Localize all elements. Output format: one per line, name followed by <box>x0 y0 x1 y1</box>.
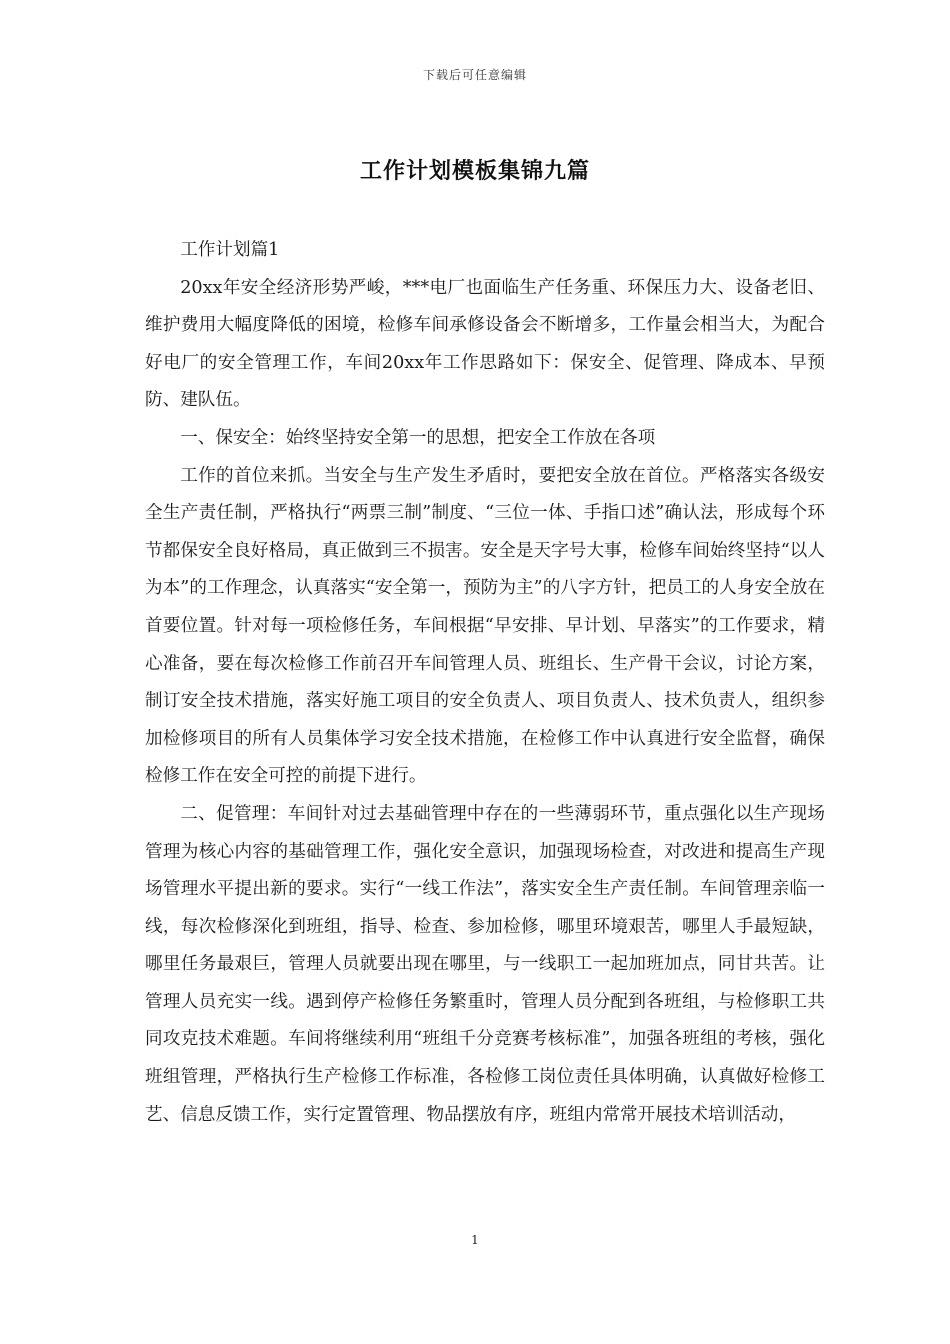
body-paragraph: 一、保安全：始终坚持安全第一的思想，把安全工作放在各项 <box>180 427 656 448</box>
document-body <box>145 232 825 1134</box>
header-note: 下载后可任意编辑 <box>422 68 527 82</box>
body-paragraph: 工作的首位来抓。当安全与生产发生矛盾时，要把安全放在首位。严格落实各级安全生产责任制，严格执行“两票三制”制度、“三位一体、手指口述”确认法，形成每个环节都保安全良好格局，真正做到三不损害。安全是天字号大事，检修车间始终坚持“以人为本”的工作理念，认真落实“安全第一，预防为主”的八字方针，把员工的人身安全放在首要位置。针对每一项检修任务，车间根据“早安排、早计划、早落实”的工作要求，精心准备，要在每次检修工作前召开车间管理人员、班组长、生产骨干会议，讨论方案，制订安全技术措施，落实好施工项目的安全负责人、项目负责人、技术负责人，组织参加检修项目的所有人员集体学习安全技术措施，在检修工作中认真进行安全监督，确保检修工作在安全可控的前提下进行。 <box>145 465 825 787</box>
document-title: 工作计划模板集锦九篇 <box>359 158 590 184</box>
body-paragraph: 20xx年安全经济形势严峻，***电厂也面临生产任务重、环保压力大、设备老旧、维护费用大幅度降低的困境，检修车间承修设备会不断增多，工作量会相当大，为配合好电厂的安全管理工作，车间20xx年工作思路如下：保安全、促管理、降成本、早预防、建队伍。 <box>145 277 825 411</box>
page-number: 1 <box>471 1233 479 1247</box>
section-heading: 工作计划篇1 <box>180 240 280 260</box>
body-paragraph: 二、促管理：车间针对过去基础管理中存在的一些薄弱环节，重点强化以生产现场管理为核心内容的基础管理工作，强化安全意识，加强现场检查，对改进和提高生产现场管理水平提出新的要求。实行“一线工作法”，落实安全生产责任制。车间管理亲临一线，每次检修深化到班组，指导、检查、参加检修，哪里环境艰苦，哪里人手最短缺，哪里任务最艰巨，管理人员就要出现在哪里，与一线职工一起加班加点，同甘共苦。让管理人员充实一线。遇到停产检修任务繁重时，管理人员分配到各班组，与检修职工共同攻克技术难题。车间将继续利用“班组千分竞赛考核标准”，加强各班组的考核，强化班组管理，严格执行生产检修工作标准，各检修工岗位责任具体明确，认真做好检修工艺、信息反馈工作，实行定置管理、物品摆放有序，班组内常常开展技术培训活动， <box>145 803 825 1125</box>
